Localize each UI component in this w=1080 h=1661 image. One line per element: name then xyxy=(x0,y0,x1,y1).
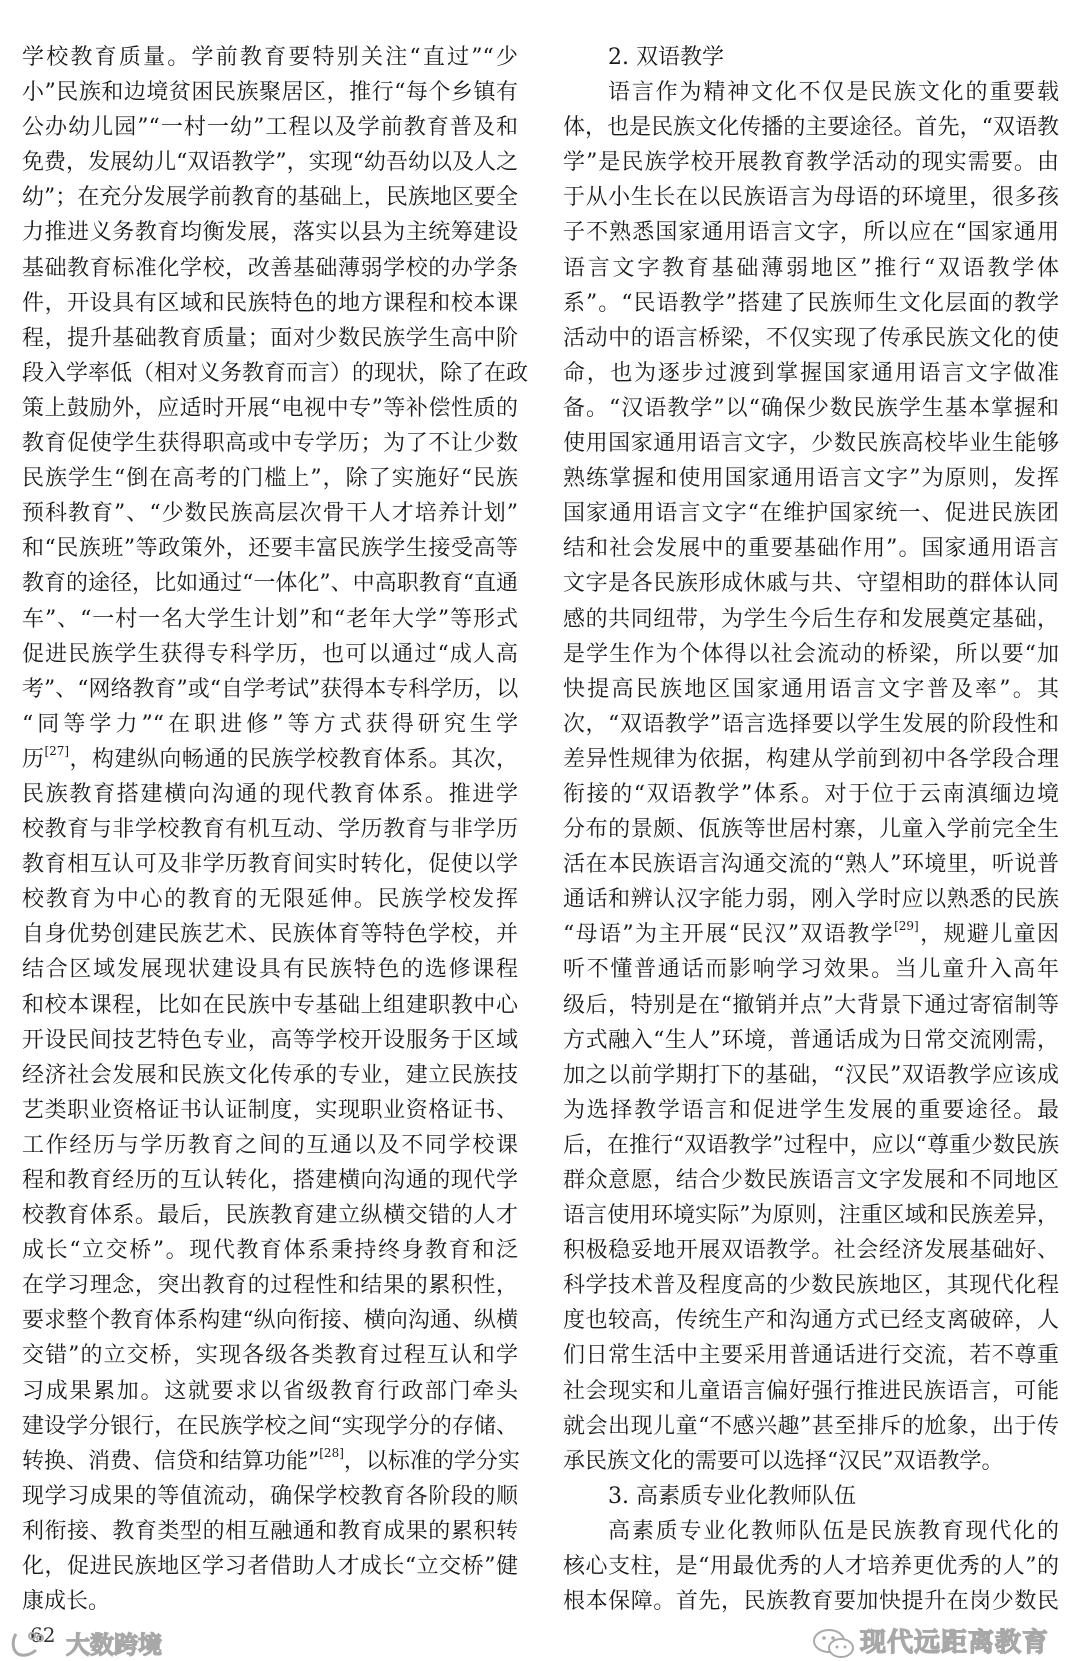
text-line xyxy=(22,496,518,531)
line-text: 力推进义务教育均衡发展，落实以县为主统筹建设 xyxy=(22,220,518,246)
text-line xyxy=(22,40,518,75)
line-text: 考”、“网络教育”或“自学考试”获得本专科学历，以 xyxy=(22,676,519,702)
line-text: 预科教育”、“少数民族高层次骨干人才培养计划” xyxy=(22,501,518,527)
text-line xyxy=(22,1549,518,1584)
text-line xyxy=(22,356,529,391)
text-line xyxy=(563,882,1059,917)
line-text: 系”。“民语教学”搭建了民族师生文化层面的教学 xyxy=(563,290,1059,316)
text-line xyxy=(563,777,1059,812)
page-number: 62 xyxy=(30,1623,56,1647)
line-text: 分布的景颇、佤族等世居村寨，儿童入学前完全生 xyxy=(563,817,1059,843)
text-line xyxy=(22,75,518,110)
line-text: 促进民族学生获得专科学历，也可以通过“成人高 xyxy=(22,641,518,667)
citation-ref: [27] xyxy=(44,743,70,758)
text-line xyxy=(22,110,518,145)
text-line xyxy=(563,566,1059,601)
line-text: 在学习理念，突出教育的过程性和结果的累积性， xyxy=(22,1273,518,1299)
line-text: 感的共同纽带，为学生今后生存和发展奠定基础， xyxy=(563,606,1059,632)
line-text: 们日常生活中主要采用普通话进行交流，若不尊重 xyxy=(563,1343,1059,1369)
text-line xyxy=(563,391,1059,426)
line-text: 就会出现儿童“不感兴趣”甚至排斥的尬象，出于传 xyxy=(563,1413,1059,1439)
line-text: 教育的途径，比如通过“一体化”、中高职教育“直通 xyxy=(22,571,518,597)
line-text: 命，也为逐步过渡到掌握国家通用语言文字做准 xyxy=(563,360,1059,386)
line-text: 积极稳妥地开展双语教学。社会经济发展基础好、 xyxy=(563,1238,1059,1264)
line-text: 现学习成果的等值流动，确保学校教育各阶段的顺 xyxy=(22,1483,518,1509)
text-line xyxy=(22,426,518,461)
line-text: 历 xyxy=(22,746,45,772)
line-text: 件，开设具有区域和民族特色的地方课程和校本课 xyxy=(22,290,518,316)
text-line xyxy=(22,1268,518,1303)
text-line xyxy=(563,1584,1059,1619)
text-line xyxy=(22,251,518,286)
line-text: 于从小生长在以民族语言为母语的环境里，很多孩 xyxy=(563,185,1059,211)
text-line xyxy=(563,286,1059,321)
text-line xyxy=(22,321,518,356)
text-line xyxy=(22,847,518,882)
line-text: 工作经历与学历教育之间的互通以及不同学校课 xyxy=(22,1132,518,1158)
line-text: 级后，特别是在“撤销并点”大背景下通过寄宿制等 xyxy=(563,992,1059,1018)
line-text: 学校教育质量。学前教育要特别关注“直过”“少 xyxy=(22,45,518,70)
line-text: 校教育与非学校教育有机互动、学历教育与非学历 xyxy=(22,817,518,843)
line-text: 经济社会发展和民族文化传承的专业，建立民族技 xyxy=(22,1062,518,1088)
line-text: 听不懂普通话而影响学习效果。当儿童升入高年 xyxy=(563,957,1059,983)
line-text: 基础教育标准化学校，改善基础薄弱学校的办学条 xyxy=(22,255,518,281)
text-line xyxy=(563,1128,1059,1163)
text-line xyxy=(563,215,1059,250)
text-line xyxy=(563,251,1059,286)
text-line xyxy=(563,1268,1059,1303)
citation-ref: [28] xyxy=(319,1445,344,1460)
text-line xyxy=(563,321,1059,356)
text-line xyxy=(563,1303,1059,1338)
text-line xyxy=(22,707,518,742)
text-line xyxy=(563,426,1059,461)
line-text-after-citation: ，规避儿童因 xyxy=(918,922,1059,948)
line-text: 段入学率低（相对义务教育而言）的现状，除了在政 xyxy=(22,360,529,386)
line-text: 康成长。 xyxy=(22,1589,111,1615)
line-text: 后，在推行“双语教学”过程中，应以“尊重少数民族 xyxy=(563,1132,1059,1158)
text-line xyxy=(563,742,1059,777)
text-line xyxy=(563,1198,1059,1233)
text-line xyxy=(563,180,1059,215)
line-text: 语言使用环境实际”为原则，注重区域和民族差异， xyxy=(563,1203,1059,1229)
text-line xyxy=(22,461,518,496)
text-line xyxy=(563,1233,1059,1268)
line-text: 策上鼓励外，应适时开展“电视中专”等补偿性质的 xyxy=(22,395,518,421)
line-text: 结和社会发展中的重要基础作用”。国家通用语言 xyxy=(563,536,1059,562)
text-line xyxy=(22,1303,518,1338)
text-line xyxy=(563,110,1059,145)
text-line xyxy=(22,882,518,917)
text-line xyxy=(563,637,1059,672)
line-text: 核心支柱，是“用最优秀的人才培养更优秀的人”的 xyxy=(563,1554,1059,1580)
line-text: 群众意愿，结合少数民族语言文字发展和不同地区 xyxy=(563,1168,1059,1193)
text-line xyxy=(563,1023,1059,1058)
text-line xyxy=(22,742,518,777)
text-line xyxy=(22,1584,518,1619)
line-text: 为选择教学语言和促进学生发展的重要途径。最 xyxy=(563,1097,1059,1123)
text-line xyxy=(563,812,1059,847)
text-line xyxy=(563,917,1059,952)
text-line xyxy=(22,917,518,952)
line-text: 方式融入“生人”环境，普通话成为日常交流刚需， xyxy=(563,1027,1059,1053)
text-line xyxy=(563,672,1059,707)
text-line xyxy=(22,602,518,637)
text-line xyxy=(563,145,1059,180)
text-line xyxy=(22,180,518,215)
line-text: 加之以前学期打下的基础，“汉民”双语教学应该成 xyxy=(563,1062,1059,1088)
line-text: 语言作为精神文化不仅是民族文化的重要载 xyxy=(608,80,1059,106)
line-text: 学”是民族学校开展教育教学活动的现实需要。由 xyxy=(563,150,1059,176)
line-text: 社会现实和儿童语言偏好强行推进民族语言，可能 xyxy=(563,1378,1059,1404)
text-line xyxy=(22,1093,518,1128)
line-text: 活动中的语言桥梁，不仅实现了传承民族文化的使 xyxy=(563,325,1059,351)
text-line xyxy=(22,1128,518,1163)
line-text: 是学生作为个体得以社会流动的桥梁，所以要“加 xyxy=(563,641,1059,667)
text-line xyxy=(563,461,1059,496)
text-line xyxy=(22,1338,518,1373)
text-line xyxy=(22,531,518,566)
line-text: 教育促使学生获得职高或中专学历；为了不让少数 xyxy=(22,431,518,457)
text-line xyxy=(563,531,1059,566)
text-line xyxy=(22,566,518,601)
text-line xyxy=(563,1058,1059,1093)
line-text: 民族教育搭建横向沟通的现代教育体系。推进学 xyxy=(22,781,518,807)
line-text: 度也较高，传统生产和沟通方式已经支离破碎，人 xyxy=(563,1308,1059,1334)
text-line xyxy=(563,496,1059,531)
text-line xyxy=(22,952,518,987)
section-heading xyxy=(563,1479,1059,1514)
line-text: 要求整个教育体系构建“纵向衔接、横向沟通、纵横 xyxy=(22,1308,518,1334)
text-line xyxy=(563,707,1059,742)
text-line xyxy=(22,777,518,812)
text-line xyxy=(563,988,1059,1023)
text-line xyxy=(22,391,518,426)
section-heading xyxy=(563,40,1059,75)
text-line xyxy=(22,1023,518,1058)
text-line xyxy=(22,145,518,180)
wechat-icon xyxy=(812,1628,856,1660)
line-text: 使用国家通用语言文字，少数民族高校毕业生能够 xyxy=(563,431,1059,457)
watermark-left: 大数跨境 xyxy=(66,1631,162,1659)
line-text: 根本保障。首先，民族教育要加快提升在岗少数民 xyxy=(563,1589,1059,1615)
line-text: 教育相互认可及非学历教育间实时转化，促使以学 xyxy=(22,852,518,878)
line-text: 程和教育经历的互认转化，搭建横向沟通的现代学 xyxy=(22,1168,518,1193)
line-text: 快提高民族地区国家通用语言文字普及率”。其 xyxy=(563,676,1059,702)
line-text: 民族学生“倒在高考的门槛上”，除了实施好“民族 xyxy=(22,466,518,492)
line-text: “母语”为主开展“民汉”双语教学 xyxy=(563,922,895,948)
line-text: 小”民族和边境贫困民族聚居区，推行“每个乡镇有 xyxy=(22,80,518,106)
line-text: 建设学分银行，在民族学校之间“实现学分的存储、 xyxy=(22,1413,518,1439)
text-line xyxy=(22,1058,518,1093)
text-line xyxy=(563,356,1059,391)
line-text: 和“民族班”等政策外，还要丰富民族学生接受高等 xyxy=(22,536,518,562)
citation-ref: [29] xyxy=(894,919,919,934)
line-text: 备。“汉语教学”以“确保少数民族学生基本掌握和 xyxy=(563,395,1059,421)
text-line xyxy=(22,1409,518,1444)
line-text: 自身优势创建民族艺术、民族体育等特色学校，并 xyxy=(22,922,518,948)
line-text: 高素质专业化教师队伍是民族教育现代化的 xyxy=(608,1518,1059,1544)
line-text: 校教育为中心的教育的无限延伸。民族学校发挥 xyxy=(22,887,518,913)
line-text: 科学技术普及程度高的少数民族地区，其现代化程 xyxy=(563,1273,1059,1299)
line-text: 成长“立交桥”。现代教育体系秉持终身教育和泛 xyxy=(22,1238,518,1264)
text-line xyxy=(22,286,518,321)
line-text: 语言文字教育基础薄弱地区”推行“双语教学体 xyxy=(563,255,1059,281)
line-text: 公办幼儿园”“一村一幼”工程以及学前教育普及和 xyxy=(22,115,518,141)
line-text: 体，也是民族文化传播的主要途径。首先，“双语教 xyxy=(563,115,1059,141)
line-text: 结合区域发展现状建设具有民族特色的选修课程 xyxy=(22,957,518,983)
line-text-after-citation: ，以标准的学分实 xyxy=(343,1448,520,1474)
line-text: 差异性规律为依据，构建从学前到初中各学段合理 xyxy=(563,746,1059,772)
line-text: 交错”的立交桥，实现各级各类教育过程互认和学 xyxy=(22,1343,518,1369)
line-text: 衔接的“双语教学”体系。对于位于云南滇缅边境 xyxy=(563,781,1059,807)
text-line xyxy=(22,215,518,250)
line-text: 通话和辨认汉字能力弱，刚入学时应以熟悉的民族 xyxy=(563,887,1059,913)
text-line xyxy=(563,1549,1059,1584)
line-text-after-citation: ，构建纵向畅通的民族学校教育体系。其次， xyxy=(69,746,518,772)
line-text: 文字是各民族形成休戚与共、守望相助的群体认同 xyxy=(563,571,1059,597)
watermark-right: 现代远距离教育 xyxy=(860,1628,1050,1658)
text-line xyxy=(22,1479,518,1514)
text-line xyxy=(563,1444,1059,1479)
left-column xyxy=(22,40,529,1619)
text-line xyxy=(22,1163,518,1198)
line-text: 利衔接、教育类型的相互融通和教育成果的累积转 xyxy=(22,1518,518,1544)
text-line xyxy=(22,1233,518,1268)
text-line xyxy=(563,952,1059,987)
text-line xyxy=(563,1163,1059,1198)
line-text: 转换、消费、信贷和结算功能” xyxy=(22,1448,320,1474)
line-text: 校教育体系。最后，民族教育建立纵横交错的人才 xyxy=(22,1203,518,1229)
line-text: 化，促进民族地区学习者借助人才成长“立交桥”健 xyxy=(22,1554,518,1580)
text-line xyxy=(563,1338,1059,1373)
line-text: 免费，发展幼儿“双语教学”，实现“幼吾幼以及人之 xyxy=(22,150,518,176)
line-text: 次，“双语教学”语言选择要以学生发展的阶段性和 xyxy=(563,711,1059,737)
line-text: 艺类职业资格证书认证制度，实现职业资格证书、 xyxy=(22,1097,518,1123)
line-text: 车”、“一村一名大学生计划”和“老年大学”等形式 xyxy=(22,606,518,632)
line-text: 幼”；在充分发展学前教育的基础上，民族地区要全 xyxy=(22,185,518,211)
text-line xyxy=(563,1409,1059,1444)
text-line xyxy=(22,812,518,847)
text-line xyxy=(22,1374,518,1409)
line-text: 开设民间技艺特色专业，高等学校开设服务于区域 xyxy=(22,1027,518,1053)
right-column xyxy=(563,40,1059,1619)
line-text: 习成果累加。这就要求以省级教育行政部门牵头 xyxy=(22,1378,518,1404)
text-line xyxy=(563,1093,1059,1128)
text-line xyxy=(22,1444,518,1479)
text-line xyxy=(563,1374,1059,1409)
text-line xyxy=(563,602,1059,637)
line-text: 2. 双语教学 xyxy=(608,45,724,70)
text-line xyxy=(563,75,1059,110)
line-text: 3. 高素质专业化教师队伍 xyxy=(608,1483,856,1509)
text-line xyxy=(22,1514,518,1549)
text-line xyxy=(22,1198,518,1233)
line-text: 和校本课程，比如在民族中专基础上组建职教中心 xyxy=(22,992,518,1018)
text-line xyxy=(22,672,518,707)
text-line xyxy=(22,988,518,1023)
line-text: 程，提升基础教育质量；面对少数民族学生高中阶 xyxy=(22,325,518,351)
line-text: 子不熟悉国家通用语言文字，所以应在“国家通用 xyxy=(563,220,1059,246)
text-line xyxy=(22,637,518,672)
text-line xyxy=(563,1514,1059,1549)
line-text: 国家通用语言文字“在维护国家统一、促进民族团 xyxy=(563,501,1059,527)
line-text: 熟练掌握和使用国家通用语言文字”为原则，发挥 xyxy=(563,466,1059,492)
watermark-logo-icon xyxy=(10,1630,44,1658)
text-line xyxy=(563,847,1059,882)
line-text: 承民族文化的需要可以选择“汉民”双语教学。 xyxy=(563,1448,1004,1474)
line-text: 活在本民族语言沟通交流的“熟人”环境里，听说普 xyxy=(563,852,1059,878)
line-text: “同等学力”“在职进修”等方式获得研究生学 xyxy=(22,711,518,737)
